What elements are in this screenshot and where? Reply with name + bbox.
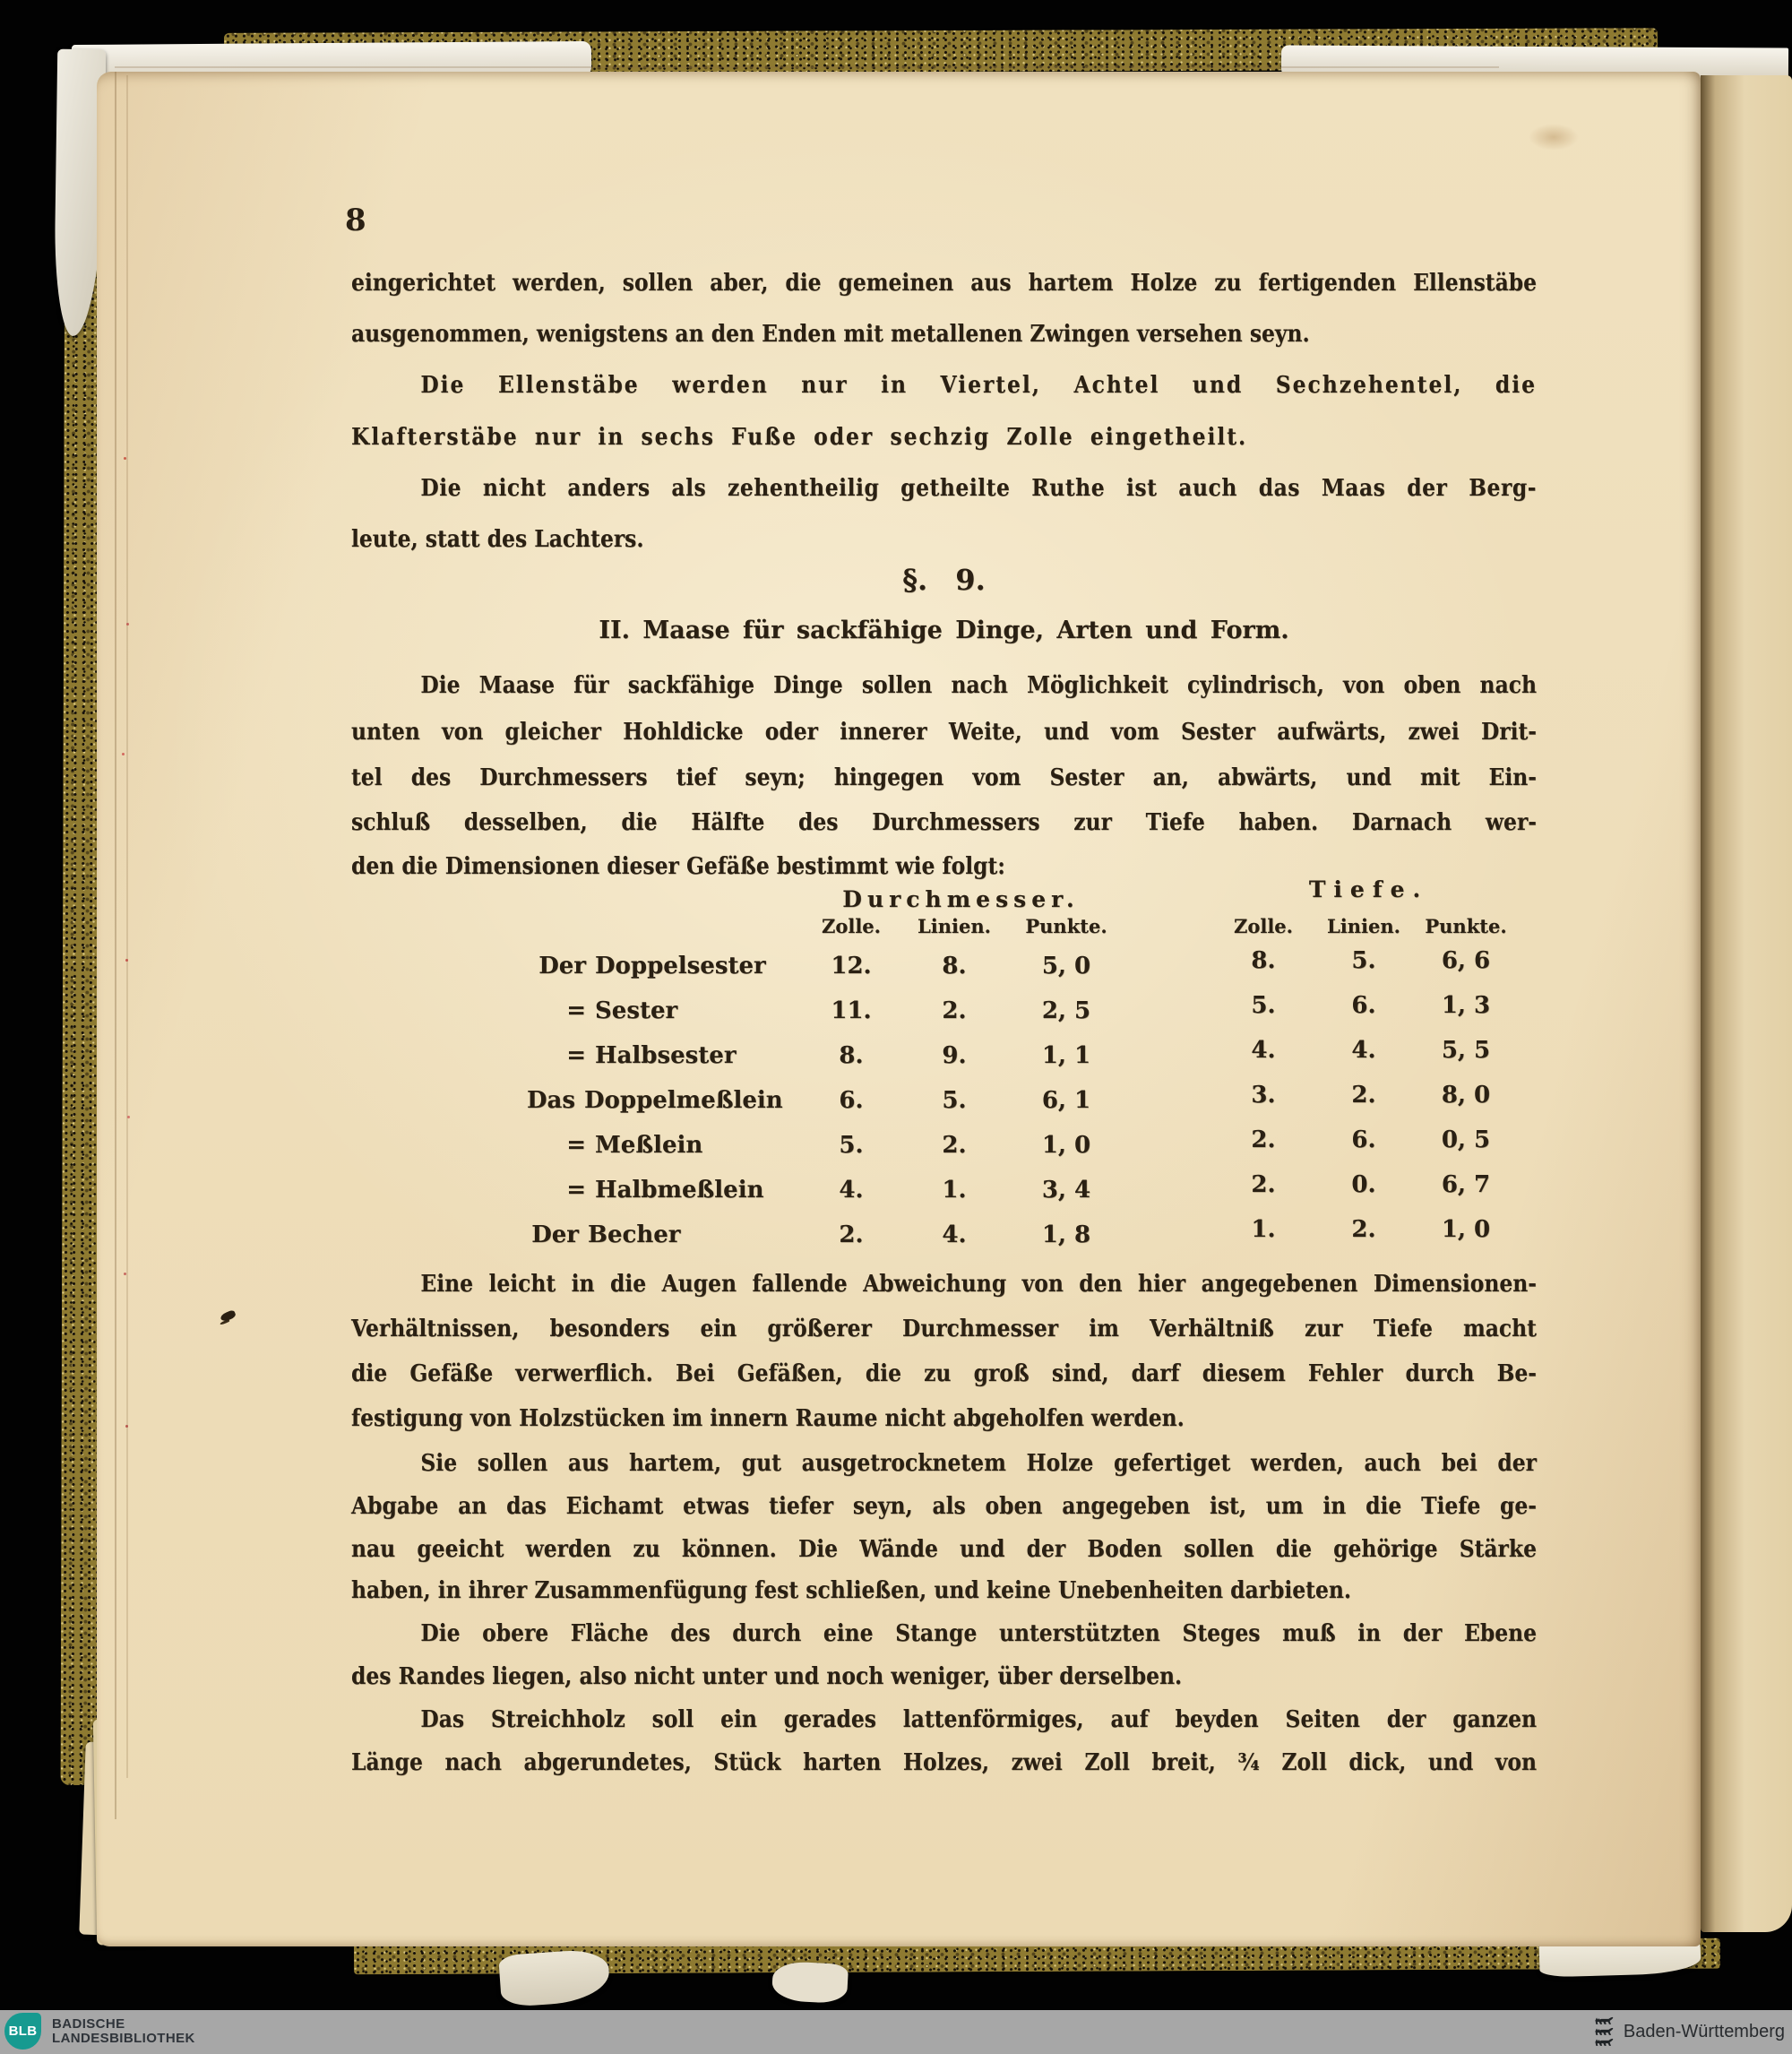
row-name: Meßlein (595, 1132, 703, 1159)
cell-durchmesser-punkte: 1, 0 (1041, 1132, 1091, 1159)
cell-durchmesser-linien: 2. (942, 1132, 967, 1159)
cell-durchmesser-zolle: 2. (839, 1221, 864, 1248)
row-prefix: Der (531, 1221, 579, 1248)
cell-durchmesser-linien: 4. (942, 1221, 967, 1248)
cell-tiefe-punkte: 1, 3 (1441, 992, 1491, 1019)
row-name: Doppelsester (595, 953, 766, 980)
row-prefix: = (566, 1132, 586, 1159)
cell-tiefe-punkte: 5, 5 (1441, 1037, 1491, 1064)
body-line: des Randes liegen, also nicht unter und noch weniger, über derselben. (351, 1663, 1183, 1690)
table-group-header-durchmesser: Durchmesser. (842, 886, 1080, 912)
cell-tiefe-linien: 2. (1351, 1082, 1376, 1109)
cell-tiefe-zolle: 5. (1251, 992, 1276, 1019)
cell-tiefe-punkte: 6, 6 (1441, 947, 1491, 974)
body-line: Die nicht anders als zehentheilig getheilte Ruthe ist auch das Maas der Berg- (420, 475, 1537, 502)
cell-tiefe-punkte: 1, 0 (1441, 1216, 1491, 1243)
body-line: Das Streichholz soll ein gerades lattenförmiges, auf beyden Seiten der ganzen (420, 1706, 1537, 1733)
section-mark: §. 9. (902, 563, 986, 597)
paper-stain (1529, 124, 1579, 151)
blind-stamp-line (115, 72, 116, 1819)
book-page (97, 72, 1701, 1946)
cell-tiefe-linien: 6. (1351, 1126, 1376, 1153)
cell-durchmesser-punkte: 6, 1 (1041, 1087, 1091, 1114)
row-prefix: Der (538, 953, 586, 980)
body-line: Abgabe an das Eichamt etwas tiefer seyn, als oben angegeben ist, um in die Tiefe ge- (351, 1493, 1537, 1520)
row-prefix: Das (526, 1087, 575, 1114)
body-line: Eine leicht in die Augen fallende Abweichung von den hier angegebenen Dimensionen- (420, 1271, 1537, 1298)
cell-tiefe-zolle: 2. (1251, 1171, 1276, 1198)
cell-durchmesser-zolle: 12. (831, 953, 872, 980)
cell-durchmesser-linien: 5. (942, 1087, 967, 1114)
row-name: Becher (588, 1221, 681, 1248)
body-line: Die Maase für sackfähige Dinge sollen nach Möglichkeit cylindrisch, von oben nach (420, 672, 1537, 699)
cell-durchmesser-punkte: 1, 1 (1041, 1042, 1091, 1069)
cell-durchmesser-linien: 1. (942, 1177, 967, 1204)
body-line: schluß desselben, die Hälfte des Durchmessers zur Tiefe haben. Darnach wer- (351, 809, 1537, 836)
torn-paper-bottom-middle-small (771, 1961, 849, 2004)
body-line: haben, in ihrer Zusammenfügung fest schließen, und keine Unebenheiten darbieten. (351, 1577, 1351, 1604)
body-line: Die obere Fläche des durch eine Stange unterstützten Steges muß in der Ebene (420, 1620, 1537, 1647)
torn-paper-bottom-middle (498, 1948, 611, 2007)
baden-wuerttemberg-logo[interactable] (1593, 2010, 1785, 2054)
ink-blot (220, 1309, 237, 1323)
cell-tiefe-linien: 5. (1351, 947, 1376, 974)
body-line: tel des Durchmessers tief seyn; hingegen vom Sester an, abwärts, und mit Ein- (351, 764, 1537, 791)
row-prefix: = (566, 1177, 586, 1204)
cell-tiefe-punkte: 0, 5 (1441, 1126, 1491, 1153)
body-line: den die Dimensionen dieser Gefäße bestimmt wie folgt: (351, 853, 1005, 880)
body-line: Sie sollen aus hartem, gut ausgetrocknetem Holze gefertiget werden, auch bei der (420, 1450, 1537, 1477)
cell-durchmesser-zolle: 11. (831, 997, 872, 1024)
cell-tiefe-zolle: 1. (1251, 1216, 1276, 1243)
cell-durchmesser-zolle: 4. (839, 1177, 864, 1204)
red-speckle-dots (124, 457, 126, 460)
body-line: Verhältnissen, besonders ein größerer Durchmesser im Verhältniß zur Tiefe macht (351, 1316, 1537, 1342)
cell-durchmesser-punkte: 1, 8 (1041, 1221, 1091, 1248)
cell-tiefe-linien: 0. (1351, 1171, 1376, 1198)
cell-durchmesser-zolle: 6. (839, 1087, 864, 1114)
body-line: Die Ellenstäbe werden nur in Viertel, Achtel und Sechzehentel, die (420, 372, 1537, 399)
body-line: eingerichtet werden, sollen aber, die gemeinen aus hartem Holze zu fertigenden Ellenstäbe (351, 270, 1537, 297)
blind-stamp-line (115, 66, 1499, 68)
library-name (52, 2017, 195, 2046)
blind-stamp-line (126, 75, 128, 1778)
blb-logo[interactable] (4, 2013, 41, 2050)
table-column-header: Zolle. (822, 915, 881, 937)
cell-tiefe-zolle: 4. (1251, 1037, 1276, 1064)
table-group-header-tiefe: Tiefe. (1308, 876, 1429, 902)
row-prefix: = (566, 997, 586, 1024)
body-line: die Gefäße verwerflich. Bei Gefäßen, die zu groß sind, darf diesem Fehler durch Be- (351, 1360, 1537, 1387)
blb-logo-text: BLB (8, 2024, 38, 2039)
adjacent-page-edge (1701, 75, 1792, 1932)
table-column-header: Punkte. (1025, 915, 1107, 937)
section-heading: II. Maase für sackfähige Dinge, Arten und Form. (599, 617, 1289, 644)
page-number: 8 (345, 203, 366, 238)
body-line: Klafterstäbe nur in sechs Fuße oder sechzig Zolle eingetheilt. (351, 424, 1248, 451)
cell-tiefe-linien: 2. (1351, 1216, 1376, 1243)
table-column-header: Zolle. (1234, 915, 1293, 937)
body-line: Länge nach abgerundetes, Stück harten Holzes, zwei Zoll breit, ¾ Zoll dick, und von (351, 1749, 1537, 1776)
footer-bar (0, 2010, 1792, 2054)
baden-wuerttemberg-lions-icon (1593, 2016, 1615, 2048)
cell-durchmesser-punkte: 5, 0 (1041, 953, 1091, 980)
cell-tiefe-zolle: 2. (1251, 1126, 1276, 1153)
body-line: unten von gleicher Hohldicke oder innerer Weite, und vom Sester aufwärts, zwei Drit- (351, 719, 1537, 746)
table-column-header: Punkte. (1425, 915, 1507, 937)
cell-durchmesser-punkte: 3, 4 (1041, 1177, 1091, 1204)
state-name: Baden-Württemberg (1623, 2022, 1785, 2041)
cell-tiefe-punkte: 6, 7 (1441, 1171, 1491, 1198)
cell-tiefe-linien: 4. (1351, 1037, 1376, 1064)
body-line: nau geeicht werden zu können. Die Wände und der Boden sollen die gehörige Stärke (351, 1536, 1537, 1563)
cell-tiefe-punkte: 8, 0 (1441, 1082, 1491, 1109)
table-column-header: Linien. (1327, 915, 1400, 937)
body-line: ausgenommen, wenigstens an den Enden mit metallenen Zwingen versehen seyn. (351, 321, 1310, 348)
cell-durchmesser-linien: 8. (942, 953, 967, 980)
cell-durchmesser-linien: 2. (942, 997, 967, 1024)
row-name: Doppelmeßlein (584, 1087, 783, 1114)
cell-durchmesser-zolle: 5. (839, 1132, 864, 1159)
library-name-line1: BADISCHE (52, 2016, 125, 2032)
cell-tiefe-zolle: 3. (1251, 1082, 1276, 1109)
table-column-header: Linien. (918, 915, 991, 937)
cell-tiefe-linien: 6. (1351, 992, 1376, 1019)
row-name: Sester (595, 997, 678, 1024)
cell-durchmesser-linien: 9. (942, 1042, 967, 1069)
body-line: festigung von Holzstücken im innern Raume nicht abgeholfen werden. (351, 1405, 1185, 1432)
cell-durchmesser-zolle: 8. (839, 1042, 864, 1069)
row-name: Halbmeßlein (595, 1177, 764, 1204)
cell-durchmesser-punkte: 2, 5 (1041, 997, 1091, 1024)
cell-tiefe-zolle: 8. (1251, 947, 1276, 974)
row-name: Halbsester (595, 1042, 737, 1069)
body-line: leute, statt des Lachters. (351, 526, 644, 553)
row-prefix: = (566, 1042, 586, 1069)
library-name-line2: LANDESBIBLIOTHEK (52, 2031, 195, 2046)
